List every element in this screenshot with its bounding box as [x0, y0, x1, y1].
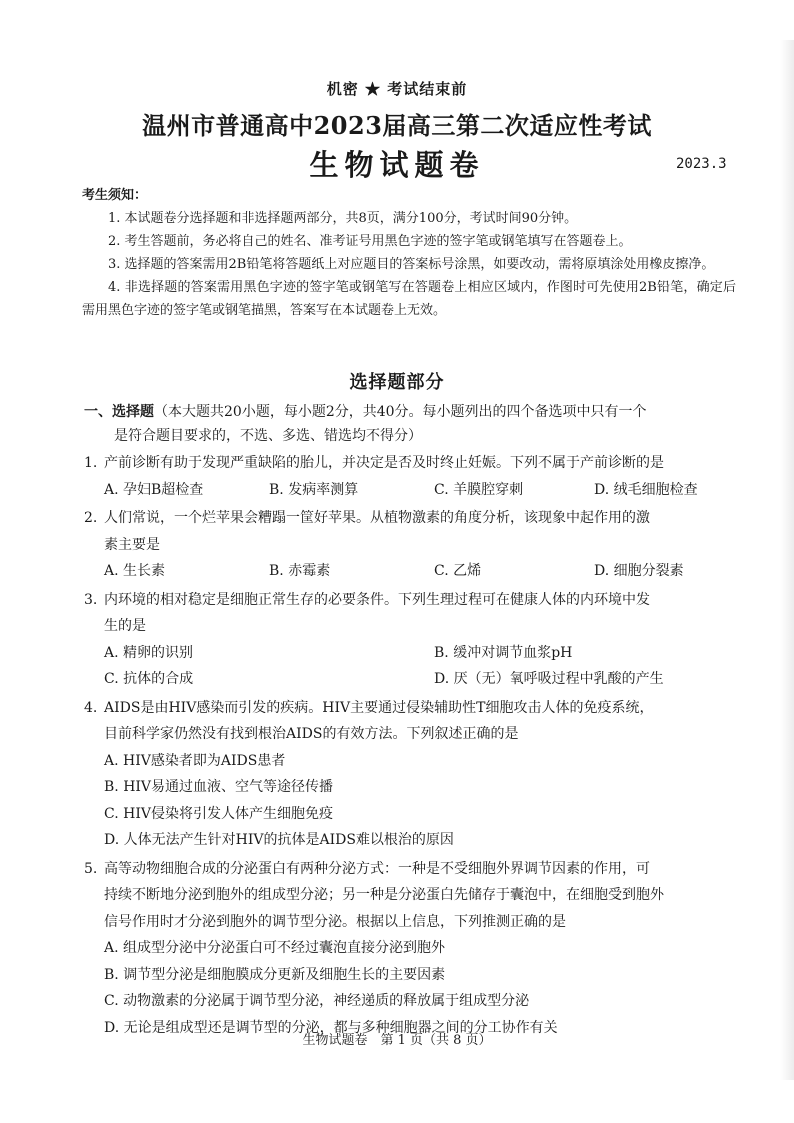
question-text: 人们常说，一个烂苹果会糟蹋一筐好苹果。从植物激素的角度分析，该现象中起作用的激	[104, 510, 650, 526]
option-c: C. 羊膜腔穿刺	[434, 481, 524, 498]
candidate-notice	[82, 184, 736, 322]
question-5	[84, 856, 744, 1042]
notice-heading: 考生须知：	[82, 188, 148, 203]
confidential-label: 机密 ★ 考试结束前	[326, 80, 468, 98]
question-number: 4.	[84, 699, 98, 716]
question-2	[84, 505, 744, 585]
question-3	[84, 587, 744, 693]
option-c: C. 动物激素的分泌属于调节型分泌，神经递质的释放属于组成型分泌	[104, 993, 530, 1009]
options	[84, 558, 744, 585]
question-text-continued: 生的是	[104, 618, 146, 634]
option-b: B. 赤霉素	[269, 563, 331, 579]
notice-item: 3. 选择题的答案需用2B铅笔将答题纸上对应题目的答案标号涂黑，如要改动，需将原填涂处用橡皮擦净。	[108, 257, 715, 272]
options	[84, 935, 744, 1041]
option-c: C. 抗体的合成	[104, 671, 194, 687]
question-4	[84, 695, 744, 854]
option-d: D. 厌（无）氧呼吸过程中乳酸的产生	[434, 671, 664, 687]
options	[84, 640, 744, 693]
page-edge-shadow	[780, 40, 794, 1080]
question-text: 高等动物细胞合成的分泌蛋白有两种分泌方式：一种是不受细胞外界调节因素的作用，可	[104, 860, 650, 877]
options	[84, 748, 744, 854]
question-number: 3.	[84, 591, 98, 608]
option-a: A. 组成型分泌中分泌蛋白可不经过囊泡直接分泌到胞外	[104, 940, 446, 956]
option-c: C. HIV侵染将引发人体产生细胞免疫	[104, 805, 333, 822]
question-text: AIDS是由HIV感染而引发的疾病。HIV主要通过侵染辅助性T细胞攻击人体的免疫系统，	[104, 699, 654, 716]
question-list	[84, 400, 744, 1041]
question-text: 产前诊断有助于发现严重缺陷的胎儿，并决定是否及时终止妊娠。下列不属于产前诊断的是	[104, 455, 664, 471]
option-a: A. HIV感染者即为AIDS患者	[104, 752, 286, 769]
option-a: A. 孕妇B超检查	[104, 481, 204, 498]
question-text-continued: 持续不断地分泌到胞外的组成型分泌；另一种是分泌蛋白先储存于囊泡中，在细胞受到胞外	[104, 887, 664, 903]
option-c: C. 乙烯	[434, 563, 482, 579]
option-d: D. 无论是组成型还是调节型的分泌，都与多种细胞器之间的分工协作有关	[104, 1019, 558, 1036]
part-note: （本大题共20小题，每小题2分，共40分。每小题列出的四个备选项中只有一个	[154, 404, 647, 420]
option-d: D. 细胞分裂素	[594, 563, 684, 579]
exam-date: 2023.3	[676, 156, 727, 172]
part-heading	[84, 400, 744, 424]
notice-item: 1. 本试题卷分选择题和非选择题两部分，共8页，满分100分，考试时间90分钟。	[108, 211, 578, 226]
paper-subtitle: 生物试题卷	[309, 148, 485, 182]
question-number: 5.	[84, 860, 98, 877]
part-label: 一、选择题	[84, 404, 154, 420]
notice-item: 2. 考生答题前，务必将自己的姓名、准考证号用黑色字迹的签字笔或钢笔填写在答题卷上。	[108, 234, 632, 249]
question-text-continued: 素主要是	[104, 536, 160, 553]
question-text-continued: 信号作用时才分泌到胞外的调节型分泌。根据以上信息，下列推测正确的是	[104, 913, 566, 930]
exam-title: 温州市普通高中2023届高三第二次适应性考试	[142, 111, 652, 140]
option-b: B. 调节型分泌是细胞膜成分更新及细胞生长的主要因素	[104, 966, 446, 983]
option-b: B. HIV易通过血液、空气等途径传播	[104, 779, 334, 795]
option-a: A. 精卵的识别	[104, 644, 194, 661]
page-footer: 生物试题卷 第 1 页（共 8 页）	[302, 1033, 492, 1048]
option-b: B. 缓冲对调节血浆pH	[434, 644, 573, 661]
question-text-continued: 目前科学家仍然没有找到根治AIDS的有效方法。下列叙述正确的是	[104, 726, 519, 742]
part-note-continued: 是符合题目要求的，不选、多选、错选均不得分）	[114, 428, 422, 444]
question-1	[84, 450, 744, 503]
question-number: 2.	[84, 510, 98, 526]
question-number: 1.	[84, 455, 98, 471]
option-b: B. 发病率测算	[269, 481, 359, 498]
question-text: 内环境的相对稳定是细胞正常生存的必要条件。下列生理过程可在健康人体的内环境中发	[104, 591, 650, 608]
option-d: D. 人体无法产生针对HIV的抗体是AIDS难以根治的原因	[104, 832, 454, 848]
option-d: D. 绒毛细胞检查	[594, 481, 698, 498]
section-title: 选择题部分	[349, 372, 445, 393]
option-a: A. 生长素	[104, 563, 166, 579]
options	[84, 477, 744, 504]
notice-item: 4. 非选择题的答案需用黑色字迹的签字笔或钢笔写在答题卷上相应区域内，作图时可先使用2B铅笔，确定后需用黑色字迹的签字笔或钢笔描黑，答案写在本试题卷上无效。	[82, 280, 736, 318]
